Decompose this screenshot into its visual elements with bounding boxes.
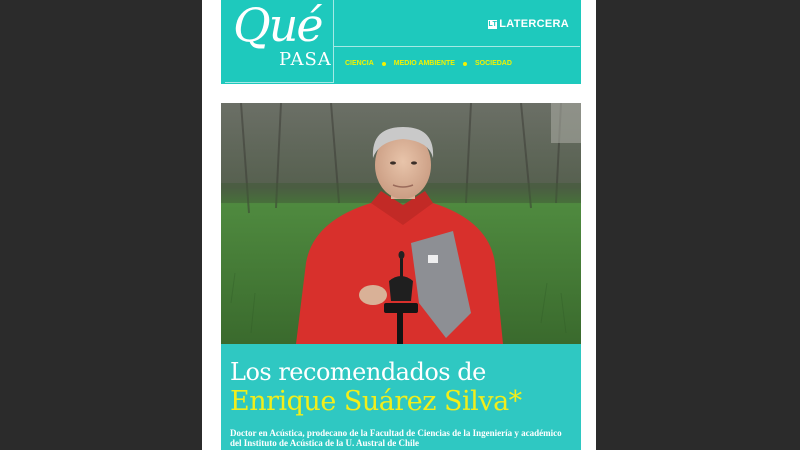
la-tercera-icon: LT <box>488 20 498 28</box>
logo-que-text: Qué <box>233 0 322 52</box>
header-divider <box>334 46 580 47</box>
nav-separator-dot <box>463 62 467 66</box>
que-pasa-logo[interactable] <box>225 0 334 83</box>
brand-name: LATERCERA <box>499 18 569 30</box>
la-tercera-brand[interactable] <box>488 18 569 30</box>
author-description: Doctor en Acústica, prodecano de la Facultad de Ciencias de la Ingeniería y académico del Instituto de Acústica de la U. Austral de Chile <box>230 428 562 448</box>
nav-item-medio-ambiente[interactable]: MEDIO AMBIENTE <box>393 60 455 67</box>
nav-item-ciencia[interactable]: CIENCIA <box>345 60 374 67</box>
portrait-illustration <box>221 103 581 344</box>
article-title-line1: Los recomendados de <box>230 358 486 386</box>
portrait-photo <box>221 103 581 344</box>
logo-pasa-text: PASA <box>279 49 332 70</box>
nav-separator-dot <box>382 62 386 66</box>
nav-item-sociedad[interactable]: SOCIEDAD <box>474 60 512 67</box>
article-title-name: Enrique Suárez Silva* <box>230 386 522 417</box>
article-intro <box>221 344 581 450</box>
section-nav <box>345 60 512 67</box>
newsletter-header <box>221 0 581 84</box>
